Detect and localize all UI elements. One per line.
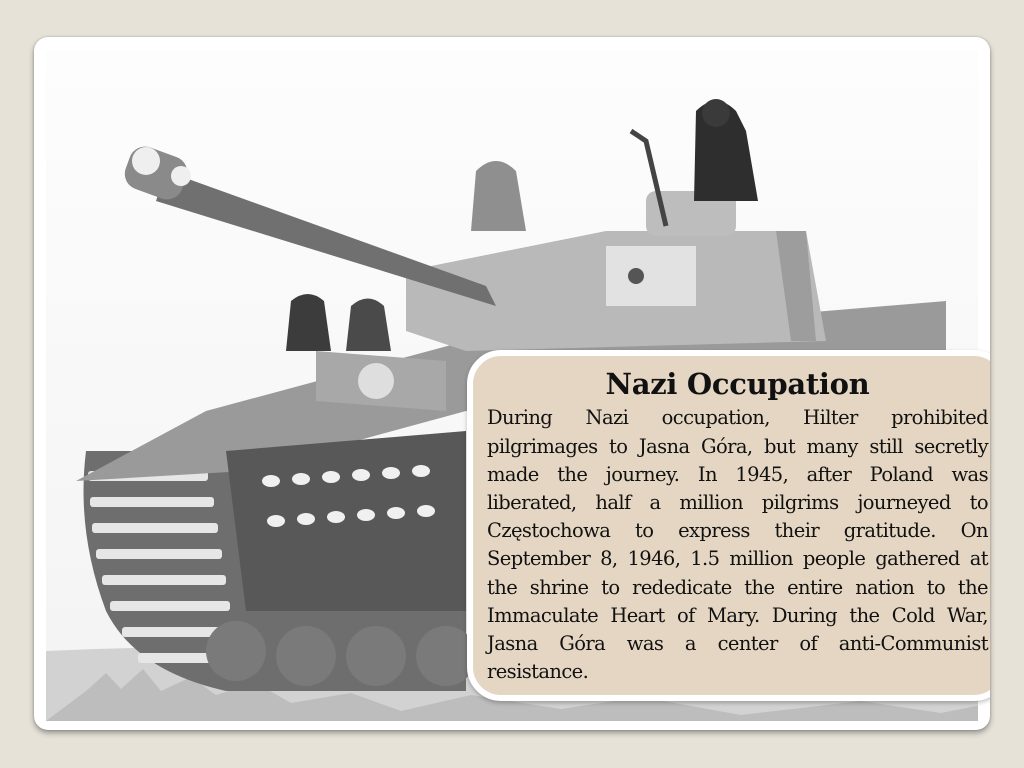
- slide-frame: [34, 37, 990, 730]
- slide-title: Nazi Occupation: [605, 367, 870, 401]
- text-panel: [467, 350, 990, 701]
- slide-body-text: During Nazi occupation, Hilter prohibited pilgrimages to Jasna Góra, but many still secretly made the journey. In 1945, after Poland was liberated, half a million pilgrims journeyed to Częstochowa to express their gratitude. On September 8, 1946, 1.5 million people gathered at the shrine to rededicate the entire nation to the Immaculate Heart of Mary. During the Cold War, Jasna Góra was a center of anti-Communist resistance.: [487, 406, 988, 684]
